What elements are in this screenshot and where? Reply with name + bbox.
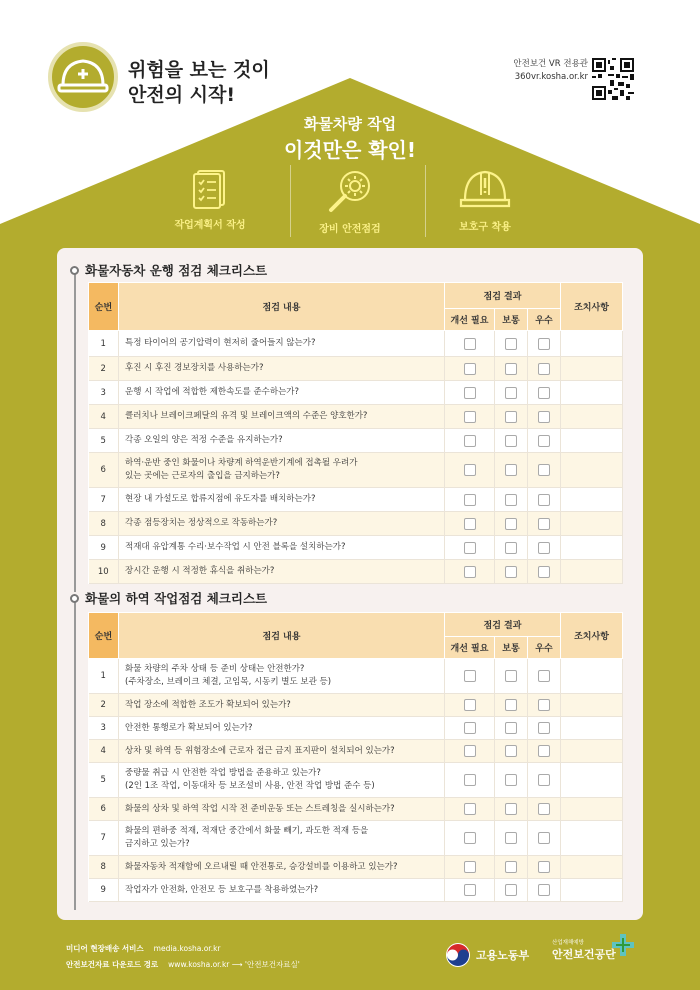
checkbox-excellent[interactable]	[538, 699, 550, 711]
checkbox-excellent[interactable]	[538, 670, 550, 682]
checkbox-normal[interactable]	[505, 518, 517, 530]
row-text: 특정 타이어의 공기압력이 현저히 줄어들지 않는가?	[125, 338, 316, 348]
checkbox-normal[interactable]	[505, 387, 517, 399]
row-content	[119, 821, 445, 856]
row-text: 하역·운반 중인 화물이나 차량계 하역운반기계에 접촉될 우려가	[125, 458, 358, 468]
action-cell[interactable]	[561, 717, 623, 740]
row-content	[119, 763, 445, 798]
hero-subtitle: 화물차량 작업	[303, 115, 397, 133]
section-bullet	[70, 594, 79, 603]
action-cell[interactable]	[561, 429, 623, 453]
row-text: 화물의 편하중 적재, 적재단 중간에서 화물 빼기, 과도한 적재 등을	[125, 826, 369, 836]
action-cell[interactable]	[561, 879, 623, 902]
feature-equipment-label: 장비 안전점검	[319, 224, 381, 235]
row-text: 클러치나 브레이크페달의 유격 및 브레이크액의 수준은 양호한가?	[125, 411, 368, 421]
table-body	[89, 331, 623, 584]
footer-media-label: 미디어 현장배송 서비스	[66, 944, 144, 953]
action-cell[interactable]	[561, 740, 623, 763]
kosha-name: 안전보건공단	[552, 948, 616, 961]
checkbox-normal[interactable]	[505, 774, 517, 786]
checkbox-improve[interactable]	[464, 832, 476, 844]
checkbox-normal[interactable]	[505, 494, 517, 506]
feature-plan-label: 작업계획서 작성	[174, 220, 246, 231]
checkbox-improve[interactable]	[464, 387, 476, 399]
row-number: 6	[89, 453, 119, 488]
table-row	[89, 429, 623, 453]
row-text: 현장 내 가설도로 합류지점에 유도자를 배치하는가?	[125, 494, 316, 504]
checkbox-improve[interactable]	[464, 670, 476, 682]
checkbox-normal[interactable]	[505, 542, 517, 554]
header-content: 점검 내용	[119, 283, 445, 331]
header-action: 조치사항	[561, 613, 623, 659]
row-content	[119, 357, 445, 381]
helmet-icon	[459, 168, 511, 212]
row-content	[119, 405, 445, 429]
section-bullet	[70, 266, 79, 275]
action-cell[interactable]	[561, 659, 623, 694]
header-result: 점검 결과	[445, 283, 561, 309]
checkbox-improve[interactable]	[464, 542, 476, 554]
row-text: 작업 장소에 적합한 조도가 확보되어 있는가?	[125, 699, 291, 710]
row-text: 안전한 통행로가 확보되어 있는가?	[125, 722, 253, 733]
checkbox-excellent[interactable]	[538, 464, 550, 476]
row-content	[119, 879, 445, 902]
document-icon	[190, 168, 230, 210]
row-number: 7	[89, 821, 119, 856]
qr-code-icon[interactable]	[592, 58, 634, 100]
checkbox-excellent[interactable]	[538, 774, 550, 786]
slogan	[128, 58, 270, 108]
section2-title	[70, 589, 267, 607]
row-content	[119, 488, 445, 512]
header-excellent: 우수	[528, 309, 561, 331]
row-text: 화물의 상차 및 하역 작업 시작 전 준비운동 또는 스트레칭을 실시하는가?	[125, 803, 395, 814]
table-row	[89, 357, 623, 381]
row-content	[119, 429, 445, 453]
checkbox-improve[interactable]	[464, 699, 476, 711]
checkbox-improve[interactable]	[464, 363, 476, 375]
checkbox-excellent[interactable]	[538, 884, 550, 896]
kosha-logo	[552, 938, 616, 962]
action-cell[interactable]	[561, 798, 623, 821]
checkbox-excellent[interactable]	[538, 803, 550, 815]
checkbox-excellent[interactable]	[538, 338, 550, 350]
table-row	[89, 879, 623, 902]
table-row	[89, 740, 623, 763]
row-content	[119, 740, 445, 763]
slogan-line1: 위험을 보는 것이	[128, 59, 270, 81]
header-action: 조치사항	[561, 283, 623, 331]
row-text-2: 있는 곳에는 근로자의 출입을 금지하는가?	[125, 471, 280, 481]
action-cell[interactable]	[561, 694, 623, 717]
section-line	[74, 600, 76, 910]
checkbox-normal[interactable]	[505, 745, 517, 757]
vr-info	[513, 58, 588, 84]
checkbox-excellent[interactable]	[538, 518, 550, 530]
row-content	[119, 331, 445, 357]
action-cell[interactable]	[561, 856, 623, 879]
checkbox-excellent[interactable]	[538, 861, 550, 873]
checkbox-normal[interactable]	[505, 803, 517, 815]
action-cell[interactable]	[561, 763, 623, 798]
row-number: 2	[89, 694, 119, 717]
row-number: 6	[89, 798, 119, 821]
row-content	[119, 798, 445, 821]
row-number: 5	[89, 429, 119, 453]
action-cell[interactable]	[561, 331, 623, 357]
checkbox-normal[interactable]	[505, 722, 517, 734]
table-row	[89, 331, 623, 357]
action-cell[interactable]	[561, 405, 623, 429]
table-row	[89, 763, 623, 798]
section1-title	[70, 261, 267, 279]
footer-download-path: '안전보건자료실'	[244, 960, 300, 969]
hero-title: 이것만은 확인!	[283, 138, 416, 162]
action-cell[interactable]	[561, 488, 623, 512]
row-content	[119, 381, 445, 405]
checkbox-improve[interactable]	[464, 518, 476, 530]
slogan-line2: 안전의 시작!	[128, 84, 236, 106]
table-row	[89, 405, 623, 429]
checkbox-excellent[interactable]	[538, 494, 550, 506]
row-number: 1	[89, 331, 119, 357]
header-normal: 보통	[495, 309, 528, 331]
table-row	[89, 694, 623, 717]
ministry-name: 고용노동부	[476, 949, 530, 962]
row-number: 2	[89, 357, 119, 381]
row-number: 9	[89, 536, 119, 560]
row-number: 10	[89, 560, 119, 584]
row-content	[119, 512, 445, 536]
checkbox-improve[interactable]	[464, 884, 476, 896]
row-number: 3	[89, 717, 119, 740]
header-improve: 개선 필요	[445, 637, 495, 659]
row-text: 운행 시 작업에 적합한 제한속도를 준수하는가?	[125, 387, 300, 397]
checkbox-excellent[interactable]	[538, 566, 550, 578]
action-cell[interactable]	[561, 381, 623, 405]
header-result: 점검 결과	[445, 613, 561, 637]
row-content	[119, 560, 445, 584]
checkbox-normal[interactable]	[505, 884, 517, 896]
table-row	[89, 717, 623, 740]
row-number: 8	[89, 856, 119, 879]
checkbox-excellent[interactable]	[538, 363, 550, 375]
helmet-logo-icon	[48, 42, 118, 112]
table-row	[89, 512, 623, 536]
gear-magnifier-icon	[325, 168, 375, 214]
action-cell[interactable]	[561, 453, 623, 488]
row-text-2: (주차장소, 브레이크 체결, 고임목, 시동키 별도 보관 등)	[125, 677, 332, 687]
row-number: 9	[89, 879, 119, 902]
checkbox-improve[interactable]	[464, 435, 476, 447]
header-content: 점검 내용	[119, 613, 445, 659]
checkbox-improve[interactable]	[464, 464, 476, 476]
row-text: 각종 오일의 양은 적정 수준을 유지하는가?	[125, 435, 283, 445]
checkbox-normal[interactable]	[505, 861, 517, 873]
table-row	[89, 659, 623, 694]
vr-url[interactable]: 360vr.kosha.or.kr	[514, 72, 588, 82]
checkbox-normal[interactable]	[505, 464, 517, 476]
row-text: 중량물 취급 시 안전한 작업 방법을 준용하고 있는가?	[125, 768, 321, 778]
row-text: 화물자동차 적재함에 오르내릴 때 안전통로, 승강설비를 이용하고 있는가?	[125, 861, 398, 872]
row-text-2: 금지하고 있는가?	[125, 839, 190, 849]
feature-equipment	[290, 168, 410, 235]
kosha-cross-icon	[612, 934, 634, 956]
checkbox-improve[interactable]	[464, 494, 476, 506]
table-row	[89, 560, 623, 584]
checkbox-improve[interactable]	[464, 745, 476, 757]
feature-plan	[150, 168, 270, 231]
action-cell[interactable]	[561, 357, 623, 381]
action-cell[interactable]	[561, 560, 623, 584]
row-number: 4	[89, 740, 119, 763]
table-row	[89, 536, 623, 560]
checkbox-excellent[interactable]	[538, 832, 550, 844]
action-cell[interactable]	[561, 821, 623, 856]
checkbox-normal[interactable]	[505, 566, 517, 578]
row-text: 작업자가 안전화, 안전모 등 보호구를 착용하였는가?	[125, 884, 319, 895]
checkbox-improve[interactable]	[464, 803, 476, 815]
footer-media-url[interactable]: media.kosha.or.kr	[153, 944, 221, 953]
row-text: 화물 차량의 주차 상태 등 준비 상태는 안전한가?	[125, 664, 305, 674]
row-text: 후진 시 후진 경보장치를 사용하는가?	[125, 363, 264, 373]
table-body	[89, 659, 623, 902]
checkbox-excellent[interactable]	[538, 435, 550, 447]
row-content	[119, 717, 445, 740]
checkbox-improve[interactable]	[464, 722, 476, 734]
arrow-icon: ⟶	[231, 960, 243, 969]
checkbox-excellent[interactable]	[538, 542, 550, 554]
row-content	[119, 856, 445, 879]
row-content	[119, 453, 445, 488]
ministry-logo	[445, 942, 529, 968]
row-number: 8	[89, 512, 119, 536]
checkbox-improve[interactable]	[464, 338, 476, 350]
section1-title-text: 화물자동차 운행 점검 체크리스트	[85, 263, 268, 278]
table-row	[89, 453, 623, 488]
feature-protection	[425, 168, 545, 233]
row-number: 1	[89, 659, 119, 694]
row-content	[119, 659, 445, 694]
taegeuk-icon	[445, 942, 471, 968]
footer-download-label: 안전보건자료 다운로드 경로	[66, 960, 159, 969]
checkbox-normal[interactable]	[505, 338, 517, 350]
checkbox-normal[interactable]	[505, 411, 517, 423]
section2-title-text: 화물의 하역 작업점검 체크리스트	[85, 591, 268, 606]
table-row	[89, 798, 623, 821]
checkbox-normal[interactable]	[505, 832, 517, 844]
kosha-tagline: 산업재해예방	[552, 940, 584, 946]
feature-protection-label: 보호구 착용	[459, 222, 511, 233]
checkbox-excellent[interactable]	[538, 387, 550, 399]
row-text-2: (2인 1조 작업, 이동대차 등 보조설비 사용, 안전 작업 방법 준수 등)	[125, 781, 375, 791]
table-row	[89, 381, 623, 405]
checkbox-normal[interactable]	[505, 363, 517, 375]
row-number: 4	[89, 405, 119, 429]
checkbox-excellent[interactable]	[538, 722, 550, 734]
table-row	[89, 488, 623, 512]
row-content	[119, 536, 445, 560]
section-line	[74, 274, 76, 592]
row-content	[119, 694, 445, 717]
footer	[66, 941, 300, 973]
checkbox-excellent[interactable]	[538, 745, 550, 757]
header-excellent: 우수	[528, 637, 561, 659]
row-number: 7	[89, 488, 119, 512]
row-text: 장시간 운행 시 적정한 휴식을 취하는가?	[125, 566, 275, 576]
header-num: 순번	[89, 613, 119, 659]
footer-download-url[interactable]: www.kosha.or.kr	[168, 960, 230, 969]
row-number: 3	[89, 381, 119, 405]
checkbox-improve[interactable]	[464, 774, 476, 786]
checklist-table-unloading	[88, 612, 623, 902]
action-cell[interactable]	[561, 536, 623, 560]
vr-label: 안전보건 VR 전용관	[513, 59, 588, 69]
checkbox-improve[interactable]	[464, 566, 476, 578]
header-improve: 개선 필요	[445, 309, 495, 331]
checkbox-improve[interactable]	[464, 411, 476, 423]
checklist-table-driving	[88, 282, 623, 584]
header-num: 순번	[89, 283, 119, 331]
row-text: 각종 점등장치는 정상적으로 작동하는가?	[125, 518, 278, 528]
table-row	[89, 856, 623, 879]
checkbox-normal[interactable]	[505, 699, 517, 711]
checkbox-improve[interactable]	[464, 861, 476, 873]
row-number: 5	[89, 763, 119, 798]
row-text: 상차 및 하역 등 위험장소에 근로자 접근 금지 표지판이 설치되어 있는가?	[125, 745, 395, 756]
checkbox-excellent[interactable]	[538, 411, 550, 423]
action-cell[interactable]	[561, 512, 623, 536]
checkbox-normal[interactable]	[505, 670, 517, 682]
table-row	[89, 821, 623, 856]
checkbox-normal[interactable]	[505, 435, 517, 447]
row-text: 적재대 유압계통 수리·보수작업 시 안전 블록을 설치하는가?	[125, 542, 346, 552]
header-normal: 보통	[495, 637, 528, 659]
